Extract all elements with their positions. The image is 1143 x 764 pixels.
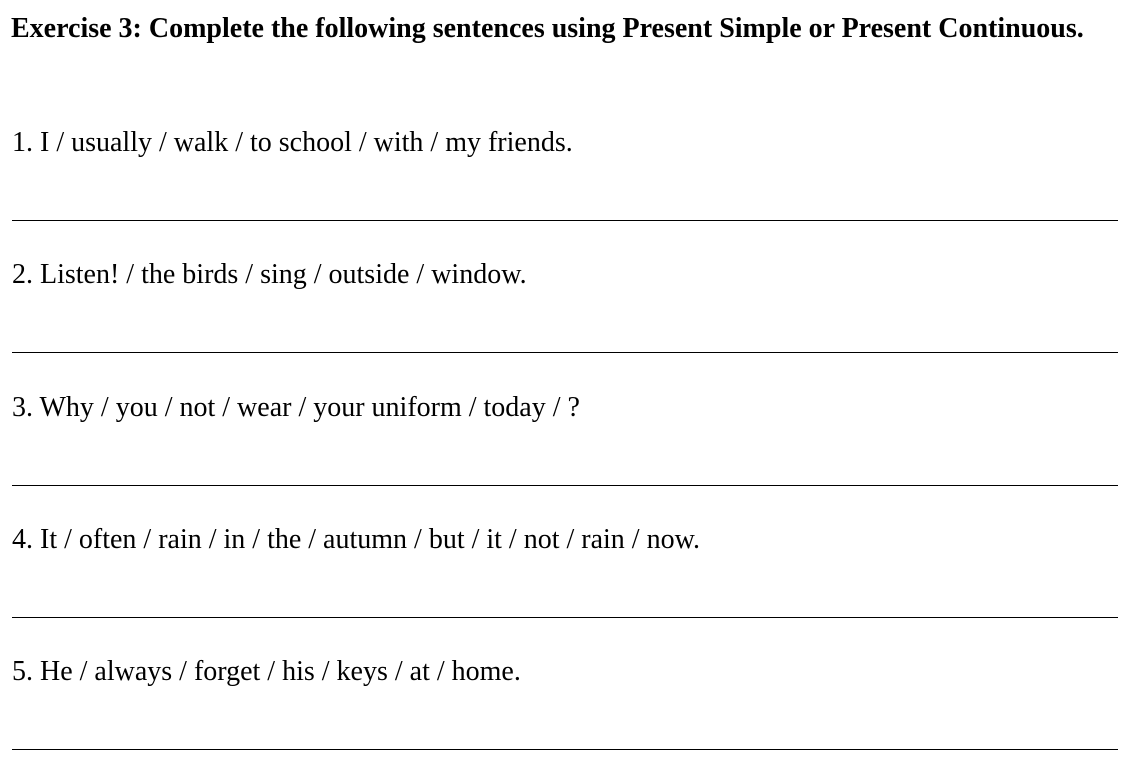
sentence-prompt: 3. Why / you / not / wear / your uniform / today / ? (12, 392, 580, 423)
answer-line[interactable] (12, 749, 1118, 750)
exercise-item (12, 524, 1118, 624)
answer-line[interactable] (12, 352, 1118, 353)
exercise-item (12, 656, 1118, 756)
answer-line[interactable] (12, 220, 1118, 221)
sentence-prompt: 1. I / usually / walk / to school / with / my friends. (12, 127, 573, 158)
sentence-prompt: 5. He / always / forget / his / keys / at / home. (12, 656, 521, 687)
exercise-title: Exercise 3: Complete the following sentences using Present Simple or Present Continuous. (11, 13, 1084, 44)
sentence-prompt: 4. It / often / rain / in / the / autumn / but / it / not / rain / now. (12, 524, 700, 555)
exercise-item (12, 259, 1118, 359)
answer-line[interactable] (12, 485, 1118, 486)
answer-line[interactable] (12, 617, 1118, 618)
sentence-prompt: 2. Listen! / the birds / sing / outside / window. (12, 259, 527, 290)
exercise-item (12, 127, 1118, 227)
exercise-item (12, 392, 1118, 492)
